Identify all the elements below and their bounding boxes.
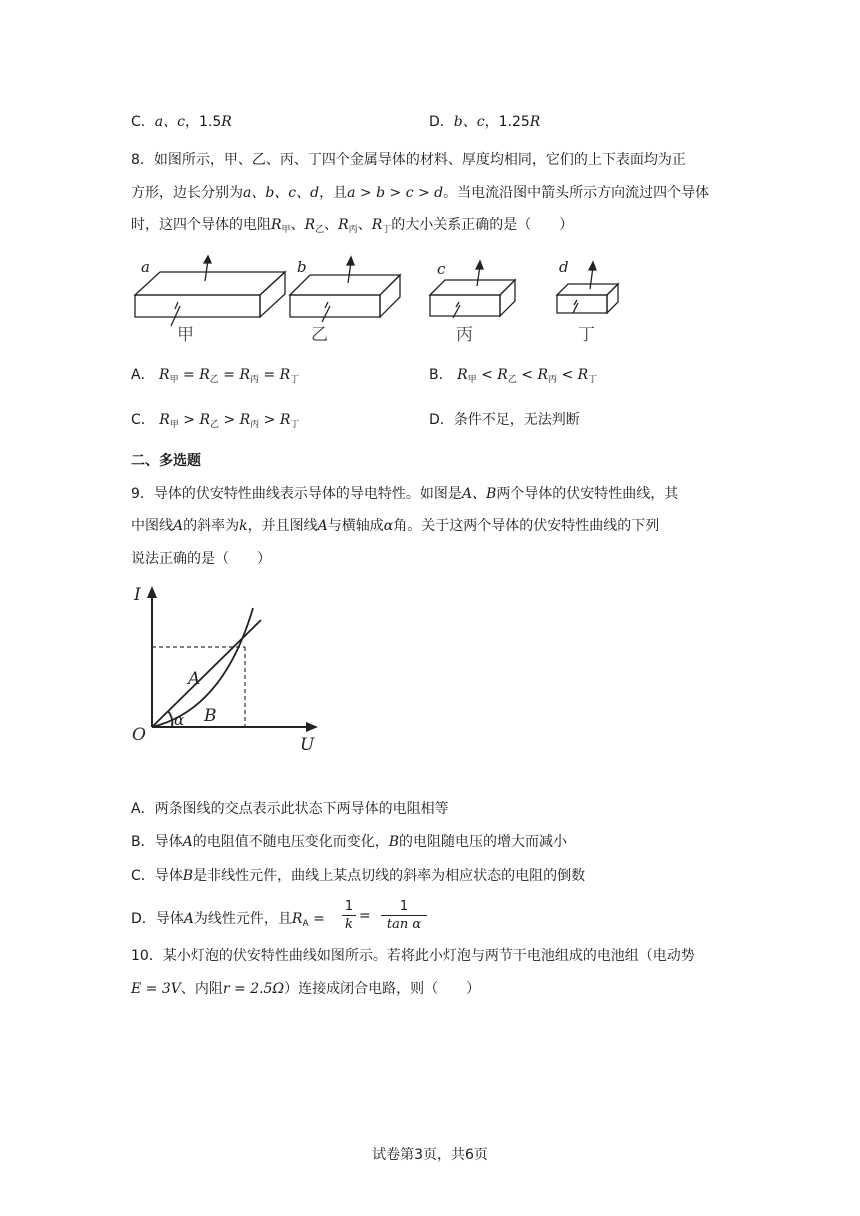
option-label: C． — [131, 412, 155, 428]
q9-line-1 — [131, 484, 678, 504]
emf: E = 3V — [131, 981, 181, 997]
q8-option-d — [429, 410, 580, 430]
label-a: a — [141, 258, 150, 276]
q8-option-a — [131, 365, 299, 387]
subscript: 甲 — [467, 375, 477, 385]
curve-b-label: B — [204, 706, 217, 726]
opt-d-text — [131, 908, 325, 928]
label-d: d — [559, 258, 569, 276]
var-r: R — [497, 367, 508, 383]
text: ，且 — [319, 185, 348, 201]
var-r: R — [271, 217, 282, 233]
subscript: 丙 — [249, 375, 259, 385]
text: ，并且图线 — [247, 518, 318, 534]
text: ）连接成闭合电路，则（ ） — [284, 981, 481, 997]
sep: 、 — [357, 217, 372, 233]
option-value: ，1.25 — [484, 114, 530, 130]
name-yi: 乙 — [311, 325, 328, 345]
y-arrow-icon — [147, 586, 157, 598]
q7-option-d — [429, 112, 540, 132]
fraction-2 — [381, 898, 427, 933]
var: A — [173, 518, 184, 534]
name-ding: 丁 — [578, 325, 595, 345]
q9-line-2 — [131, 516, 659, 536]
subscript: 乙 — [507, 375, 517, 385]
x-arrow-icon — [306, 722, 318, 732]
subscript: 乙 — [315, 225, 325, 235]
relation: = — [259, 367, 280, 383]
var: B — [182, 868, 194, 884]
label-b: b — [297, 258, 307, 276]
q9-option-c — [131, 866, 585, 886]
relation: > — [178, 412, 200, 428]
q9-line-3: 说法正确的是（ ） — [131, 551, 271, 567]
inequality: a > b > c > d — [347, 185, 444, 201]
sep: 、 — [324, 217, 339, 233]
var-r: R — [239, 367, 250, 383]
q9-option-b — [131, 832, 567, 852]
option-label: A． — [131, 367, 155, 383]
name-bing: 丙 — [456, 325, 473, 345]
option-vars: a、c — [154, 114, 185, 130]
subscript: 甲 — [169, 420, 179, 430]
line-a-label: A — [188, 669, 201, 689]
subscript: 乙 — [209, 420, 219, 430]
resistance: r = 2.5Ω — [222, 981, 285, 997]
var-r: R — [279, 412, 291, 428]
var-r: R — [279, 367, 291, 383]
var-r: R — [159, 367, 170, 383]
text: 。当电流沿图中箭头所示方向流过四个导体 — [443, 185, 710, 201]
origin-label: O — [132, 725, 146, 745]
text: C．导体 — [131, 868, 183, 884]
q10-line-1: 10．某小灯泡的伏安特性曲线如图所示。若将此小灯泡与两节干电池组成的电池组（电动势 — [131, 948, 695, 964]
q9-iv-graph — [128, 580, 328, 750]
subscript: 丁 — [290, 420, 300, 430]
q7-option-c — [131, 112, 232, 132]
q9-option-a: A．两条图线的交点表示此状态下两导体的电阻相等 — [131, 801, 449, 817]
var-r: R — [199, 367, 210, 383]
q8-option-c — [131, 410, 299, 432]
var-r: R — [577, 367, 589, 383]
var-r: R — [239, 412, 251, 428]
name-jia: 甲 — [177, 325, 194, 345]
text: 的电阻值不随电压变化而变化， — [192, 834, 389, 850]
text: 中图线 — [131, 518, 173, 534]
var-r: R — [338, 217, 349, 233]
text: 的斜率为 — [183, 518, 240, 534]
section-heading: 二、多选题 — [131, 453, 201, 469]
text: 的电阻随电压的增大而减小 — [399, 834, 568, 850]
q8-option-b — [429, 365, 597, 387]
x-axis-label: U — [300, 735, 315, 750]
label-c: c — [437, 260, 446, 278]
page-footer: 试卷第3页，共6页 — [372, 1147, 488, 1163]
q8-line-1: 8．如图所示，甲、乙、丙、丁四个金属导体的材料、厚度均相同，它们的上下表面均为正 — [131, 152, 686, 168]
option-label: B． — [429, 367, 453, 383]
fraction-1 — [342, 898, 356, 933]
text: 两个导体的伏安特性曲线，其 — [496, 486, 679, 502]
text: 与横轴成 — [327, 518, 384, 534]
subscript: 乙 — [209, 375, 219, 385]
var: B — [388, 834, 400, 850]
vars: A、B — [461, 486, 497, 502]
subscript: 丙 — [250, 420, 260, 430]
y-axis-label: I — [134, 585, 141, 605]
q10-line-2 — [131, 979, 480, 999]
text: 是非线性元件，曲线上某点切线的斜率为相应状态的电阻的倒数 — [193, 868, 586, 884]
conductor-jia — [135, 256, 285, 326]
subscript: 甲 — [281, 225, 291, 235]
angle-arc — [168, 711, 172, 727]
vars: a、b、c、d — [243, 185, 320, 201]
text: B．导体 — [131, 834, 183, 850]
q8-line-2 — [131, 183, 709, 203]
var-r: R — [457, 367, 468, 383]
q8-conductor-figure — [125, 250, 645, 350]
option-label: C． — [131, 114, 155, 130]
option-unit: R — [529, 114, 541, 130]
var: A — [182, 834, 193, 850]
var-r: R — [304, 217, 316, 233]
var: α — [383, 518, 394, 534]
var-r: R — [371, 217, 383, 233]
text: 的大小关系正确的是（ ） — [391, 217, 574, 233]
relation: < — [476, 367, 498, 383]
relation: = — [308, 911, 325, 927]
var: A — [317, 518, 328, 534]
text: 、内阻 — [180, 981, 223, 997]
var-r: R — [537, 367, 549, 383]
option-text: 条件不足，无法判断 — [453, 412, 580, 428]
option-value: ，1.5 — [184, 114, 222, 130]
text: 角。关于这两个导体的伏安特性曲线的下列 — [393, 518, 660, 534]
numerator: 1 — [381, 898, 427, 916]
option-label: D． — [429, 412, 454, 428]
text: 9．导体的伏安特性曲线表示导体的导电特性。如图是 — [131, 486, 462, 502]
relation: < — [557, 367, 578, 383]
relation: < — [516, 367, 538, 383]
text: D．导体 — [131, 911, 184, 927]
option-vars: b、c — [453, 114, 485, 130]
option-label: D． — [429, 114, 454, 130]
subscript: 丁 — [290, 375, 300, 385]
denominator: tan α — [386, 917, 422, 932]
denominator: k — [345, 917, 353, 932]
var: k — [239, 518, 248, 534]
subscript: 丁 — [382, 225, 392, 235]
var: R — [291, 911, 303, 927]
subscript: 丙 — [548, 375, 558, 385]
angle-label: α — [174, 711, 185, 729]
relation: > — [219, 412, 240, 428]
text: 方形，边长分别为 — [131, 185, 243, 201]
sep: 、 — [290, 217, 305, 233]
numerator: 1 — [342, 898, 356, 916]
relation: = — [178, 367, 200, 383]
subscript: 丁 — [588, 375, 598, 385]
text: 时，这四个导体的电阻 — [131, 217, 271, 233]
relation: = — [218, 367, 240, 383]
var: A — [183, 911, 194, 927]
var-r: R — [199, 412, 210, 428]
q8-line-3 — [131, 215, 573, 237]
text: 为线性元件，且 — [193, 911, 292, 927]
relation: = — [359, 908, 371, 924]
option-unit: R — [221, 114, 232, 130]
var-r: R — [159, 412, 170, 428]
subscript: A — [302, 919, 309, 929]
subscript: 丙 — [348, 225, 358, 235]
curve-b — [152, 608, 253, 727]
subscript: 甲 — [169, 375, 179, 385]
relation: > — [259, 412, 280, 428]
